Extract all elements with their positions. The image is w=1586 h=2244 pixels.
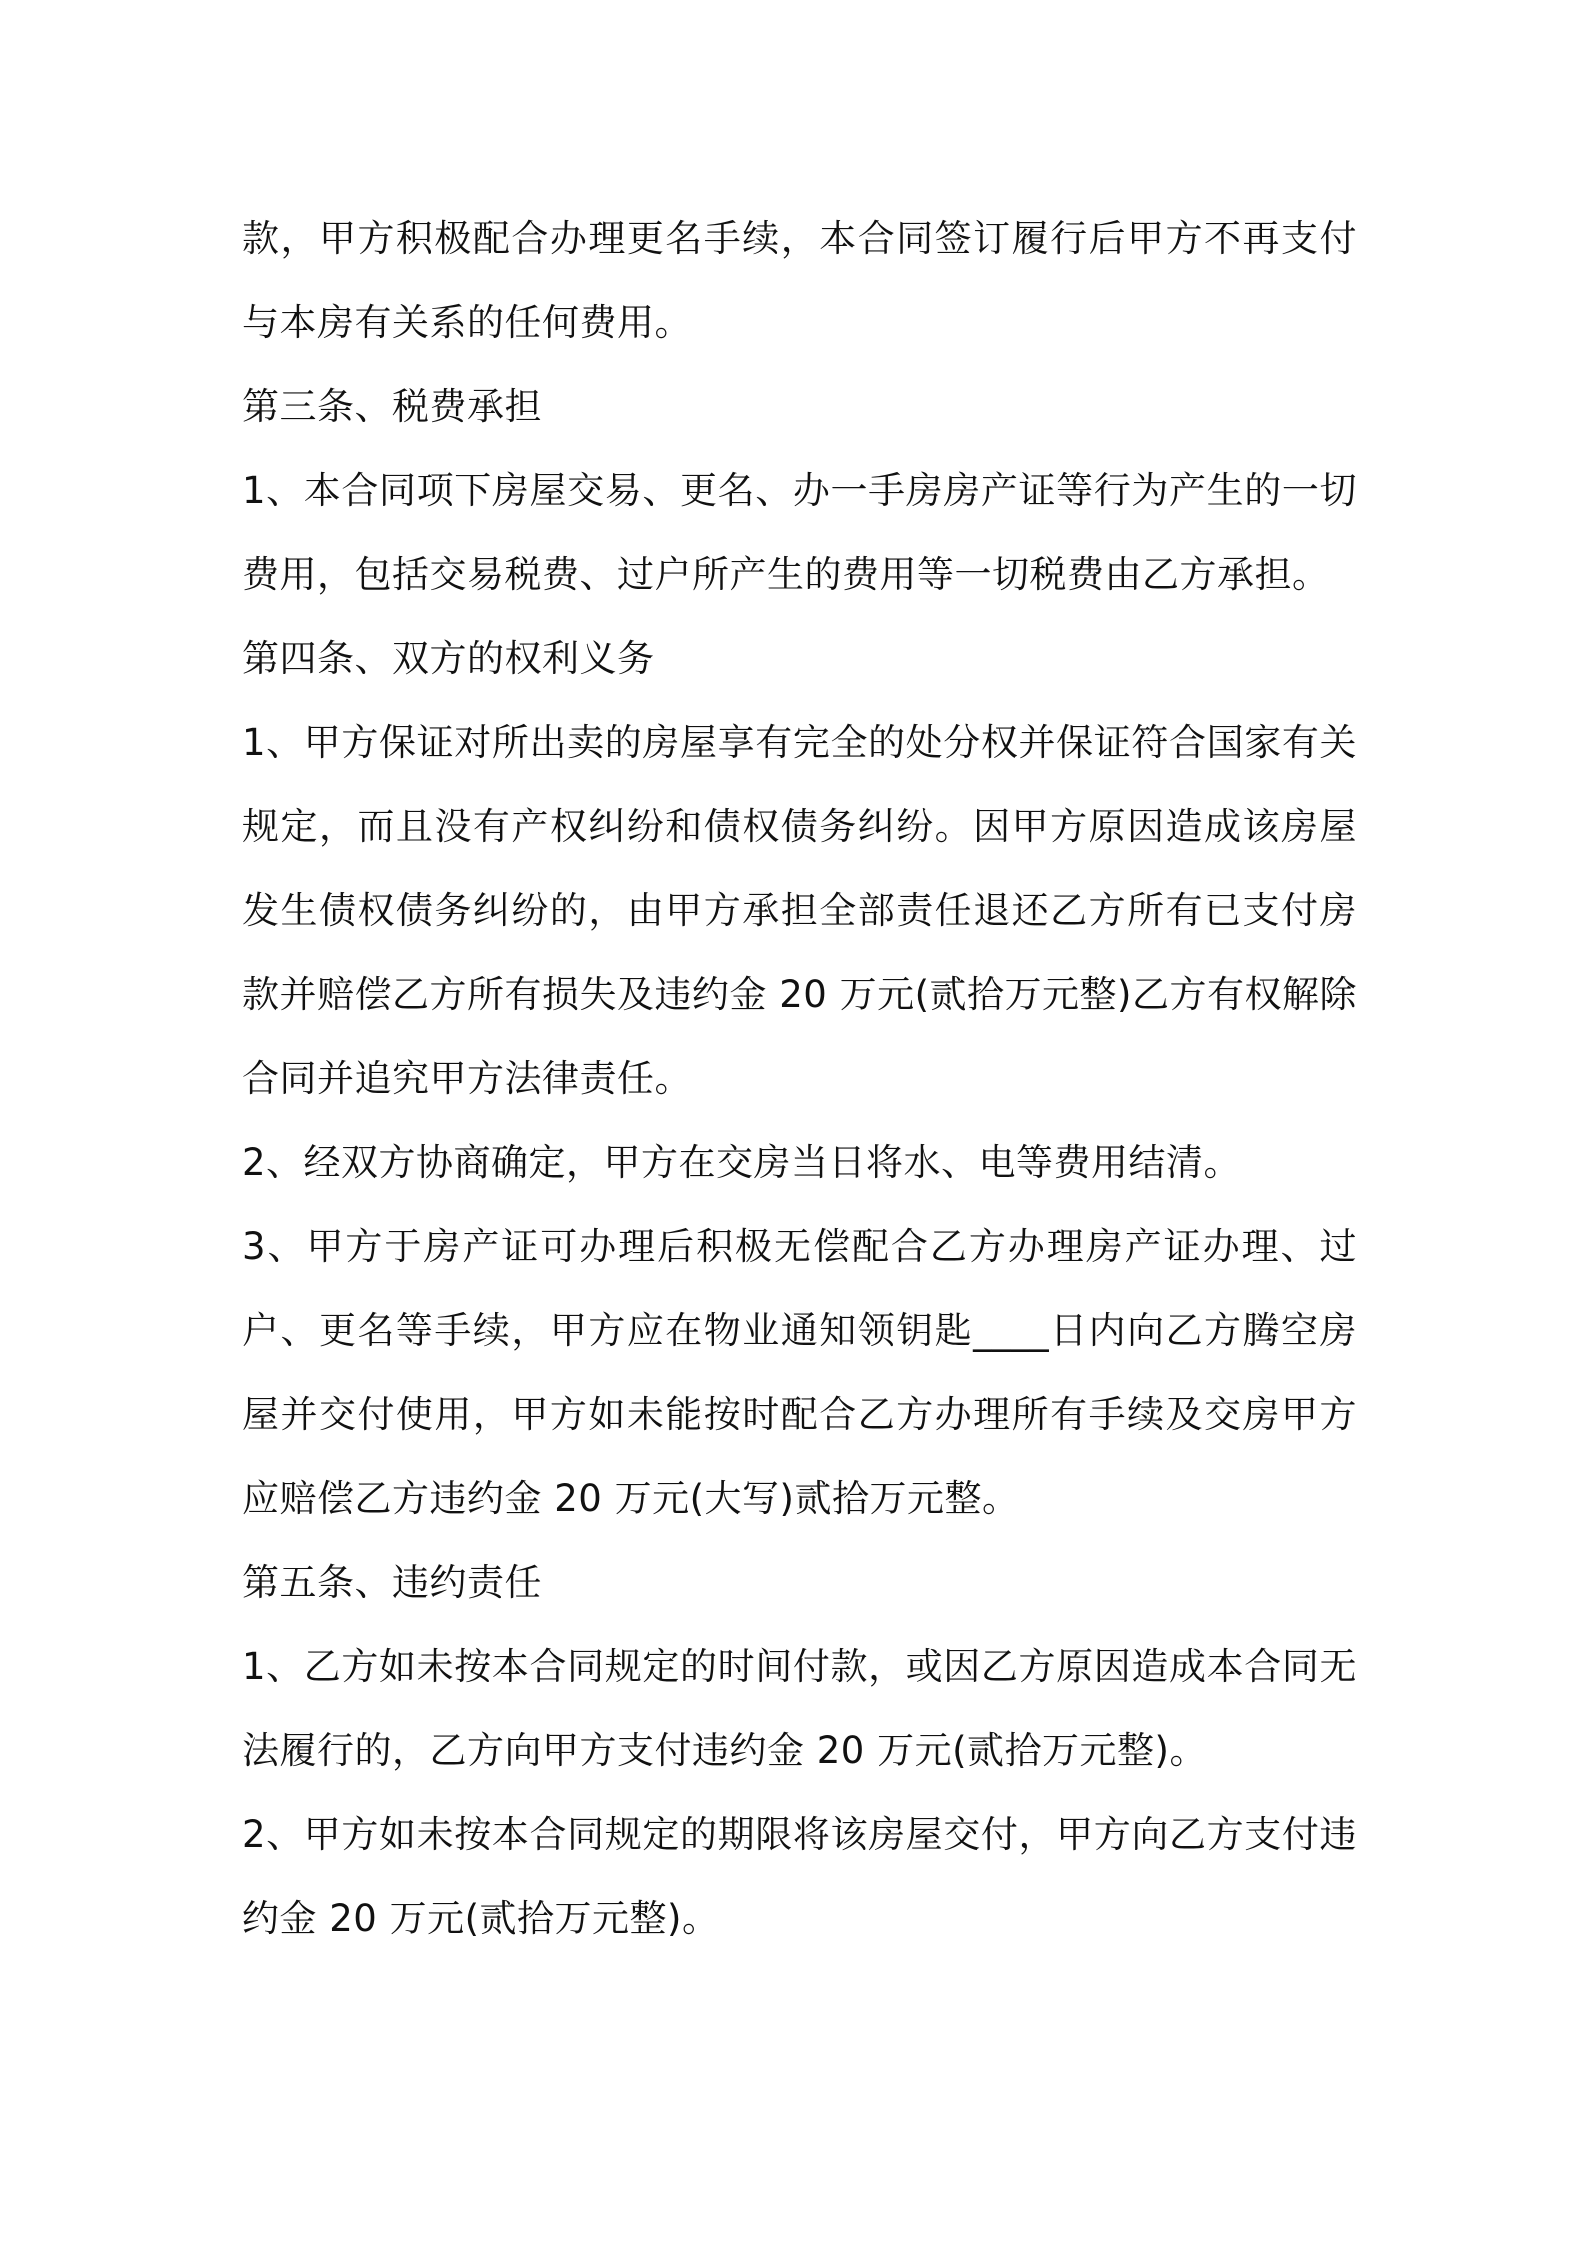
paragraph-continuation: 款，甲方积极配合办理更名手续，本合同签订履行后甲方不再支付与本房有关系的任何费用。	[242, 217, 1357, 344]
section-heading-rights: 第四条、双方的权利义务	[242, 637, 655, 680]
paragraph-tax-1: 1、本合同项下房屋交易、更名、办一手房房产证等行为产生的一切费用，包括交易税费、过户所产生的费用等一切税费由乙方承担。	[242, 469, 1357, 596]
section-heading-liability: 第五条、违约责任	[242, 1561, 542, 1604]
paragraph-liability-1: 1、乙方如未按本合同规定的时间付款，或因乙方原因造成本合同无法履行的，乙方向甲方支付违约金 20 万元(贰拾万元整)。	[242, 1645, 1357, 1772]
section-heading-tax: 第三条、税费承担	[242, 385, 542, 428]
contract-body	[242, 197, 1357, 1961]
paragraph-rights-1: 1、甲方保证对所出卖的房屋享有完全的处分权并保证符合国家有关规定，而且没有产权纠纷和债权债务纠纷。因甲方原因造成该房屋发生债权债务纠纷的，由甲方承担全部责任退还乙方所有已支付房款并赔偿乙方所有损失及违约金 20 万元(贰拾万元整)乙方有权解除合同并追究甲方法律责任。	[242, 721, 1357, 1100]
paragraph-liability-2: 2、甲方如未按本合同规定的期限将该房屋交付，甲方向乙方支付违约金 20 万元(贰拾万元整)。	[242, 1813, 1357, 1940]
paragraph-rights-2: 2、经双方协商确定，甲方在交房当日将水、电等费用结清。	[242, 1141, 1242, 1184]
paragraph-rights-3: 3、甲方于房产证可办理后积极无偿配合乙方办理房产证办理、过户、更名等手续，甲方应在物业通知领钥匙____日内向乙方腾空房屋并交付使用，甲方如未能按时配合乙方办理所有手续及交房甲方应赔偿乙方违约金 20 万元(大写)贰拾万元整。	[242, 1225, 1357, 1520]
